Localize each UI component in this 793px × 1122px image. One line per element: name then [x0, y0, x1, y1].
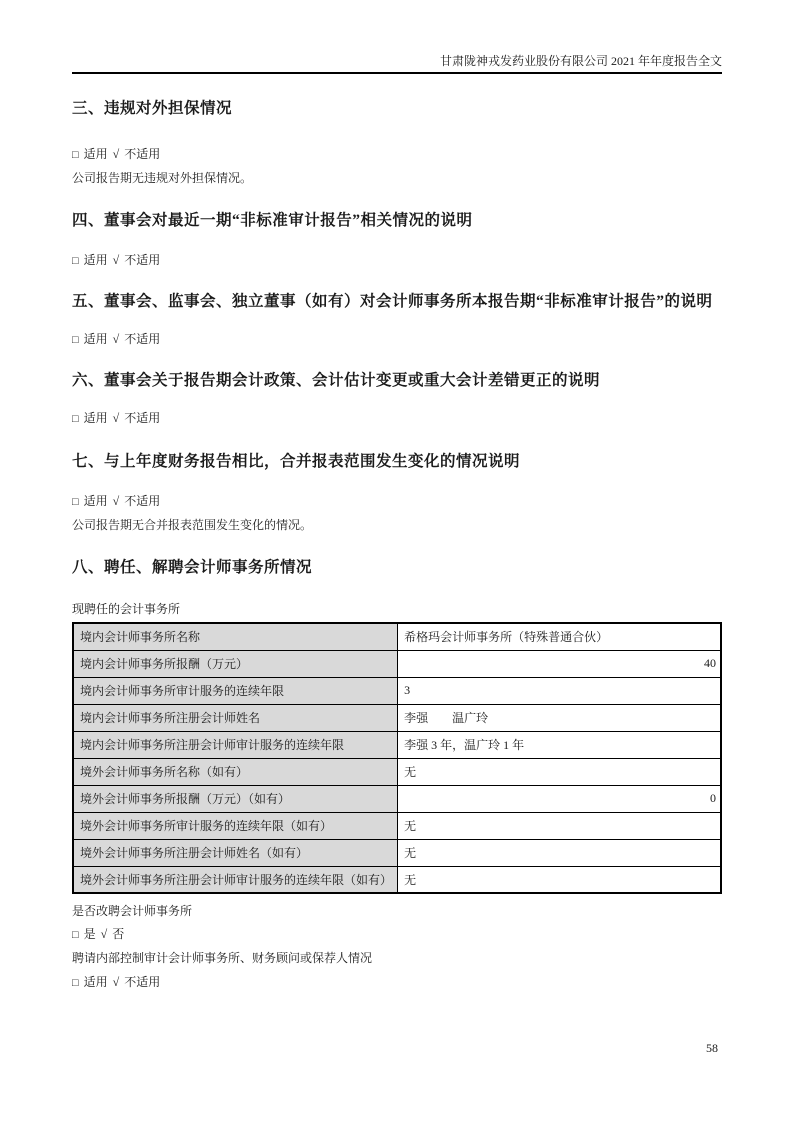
table-row: [73, 704, 721, 731]
applicability-line: [72, 494, 722, 510]
option-applicable: 适用: [83, 332, 108, 346]
option-not-applicable: 不适用: [124, 147, 161, 161]
row-label: 境外会计师事务所注册会计师姓名（如有）: [73, 839, 398, 866]
row-value: 希格玛会计师事务所（特殊普通合伙）: [398, 623, 721, 650]
section-heading-8: 八、聘任、解聘会计师事务所情况: [72, 559, 313, 576]
row-label: 境内会计师事务所审计服务的连续年限: [73, 677, 398, 704]
row-label: 境外会计师事务所报酬（万元）（如有）: [73, 785, 398, 812]
row-value: 0: [398, 785, 721, 812]
rehire-question-label: 是否改聘会计师事务所: [72, 904, 193, 918]
option-applicable: 适用: [83, 975, 108, 989]
table-row: [73, 731, 721, 758]
option-yes: 是: [83, 927, 96, 941]
row-label: 境外会计师事务所名称（如有）: [73, 758, 398, 785]
checkbox-unchecked-icon: □: [72, 929, 79, 941]
row-label: 境内会计师事务所注册会计师审计服务的连续年限: [73, 731, 398, 758]
table-row: [73, 650, 721, 677]
checkmark-icon: √: [112, 253, 120, 267]
accounting-firm-table: [72, 622, 722, 894]
row-label: 境内会计师事务所报酬（万元）: [73, 650, 398, 677]
section-heading-6: 六、董事会关于报告期会计政策、会计估计变更或重大会计差错更正的说明: [72, 372, 601, 389]
option-applicable: 适用: [83, 147, 108, 161]
checkmark-icon: √: [112, 411, 120, 425]
option-no: 否: [112, 927, 125, 941]
table-row: [73, 785, 721, 812]
row-value: 无: [398, 839, 721, 866]
yes-no-line: [72, 927, 722, 943]
applicability-line: [72, 147, 722, 163]
section-heading-3: 三、违规对外担保情况: [72, 100, 233, 117]
applicability-line: [72, 975, 722, 991]
option-applicable: 适用: [83, 411, 108, 425]
checkbox-unchecked-icon: □: [72, 413, 79, 425]
checkbox-unchecked-icon: □: [72, 255, 79, 267]
checkmark-icon: √: [100, 927, 108, 941]
page-number: 58: [706, 1041, 718, 1055]
option-not-applicable: 不适用: [124, 494, 161, 508]
row-label: 境内会计师事务所名称: [73, 623, 398, 650]
checkbox-unchecked-icon: □: [72, 334, 79, 346]
checkmark-icon: √: [112, 147, 120, 161]
option-not-applicable: 不适用: [124, 411, 161, 425]
table-row: [73, 758, 721, 785]
row-label: 境外会计师事务所审计服务的连续年限（如有）: [73, 812, 398, 839]
applicability-line: [72, 253, 722, 269]
row-value: 3: [398, 677, 721, 704]
row-value: 李强 温广玲: [398, 704, 721, 731]
row-value: 无: [398, 866, 721, 893]
row-value: 40: [398, 650, 721, 677]
section-heading-5: 五、董事会、监事会、独立董事（如有）对会计师事务所本报告期“非标准审计报告”的说明: [72, 293, 713, 310]
checkbox-unchecked-icon: □: [72, 496, 79, 508]
section-heading-4: 四、董事会对最近一期“非标准审计报告”相关情况的说明: [72, 212, 473, 229]
header-divider: [72, 72, 722, 74]
row-label: 境内会计师事务所注册会计师姓名: [73, 704, 398, 731]
applicability-line: [72, 411, 722, 427]
option-not-applicable: 不适用: [124, 332, 161, 346]
table-row: [73, 866, 721, 893]
checkmark-icon: √: [112, 332, 120, 346]
section-note: 公司报告期无违规对外担保情况。: [72, 171, 253, 185]
applicability-line: [72, 332, 722, 348]
section-note: 公司报告期无合并报表范围发生变化的情况。: [72, 518, 313, 532]
option-applicable: 适用: [83, 253, 108, 267]
option-applicable: 适用: [83, 494, 108, 508]
table-row: [73, 839, 721, 866]
checkbox-unchecked-icon: □: [72, 977, 79, 989]
checkmark-icon: √: [112, 494, 120, 508]
document-page: [72, 0, 722, 991]
option-not-applicable: 不适用: [124, 253, 161, 267]
section-heading-7: 七、与上年度财务报告相比，合并报表范围发生变化的情况说明: [72, 453, 521, 470]
row-label: 境外会计师事务所注册会计师审计服务的连续年限（如有）: [73, 866, 398, 893]
checkbox-unchecked-icon: □: [72, 149, 79, 161]
table-row: [73, 677, 721, 704]
row-value: 李强 3 年，温广玲 1 年: [398, 731, 721, 758]
table-row: [73, 812, 721, 839]
internal-control-label: 聘请内部控制审计会计师事务所、财务顾问或保荐人情况: [72, 951, 373, 965]
report-header-title: 甘肃陇神戎发药业股份有限公司 2021 年年度报告全文: [439, 54, 722, 68]
option-not-applicable: 不适用: [124, 975, 161, 989]
row-value: 无: [398, 758, 721, 785]
table-row: [73, 623, 721, 650]
checkmark-icon: √: [112, 975, 120, 989]
row-value: 无: [398, 812, 721, 839]
current-firm-label: 现聘任的会计事务所: [72, 602, 181, 616]
